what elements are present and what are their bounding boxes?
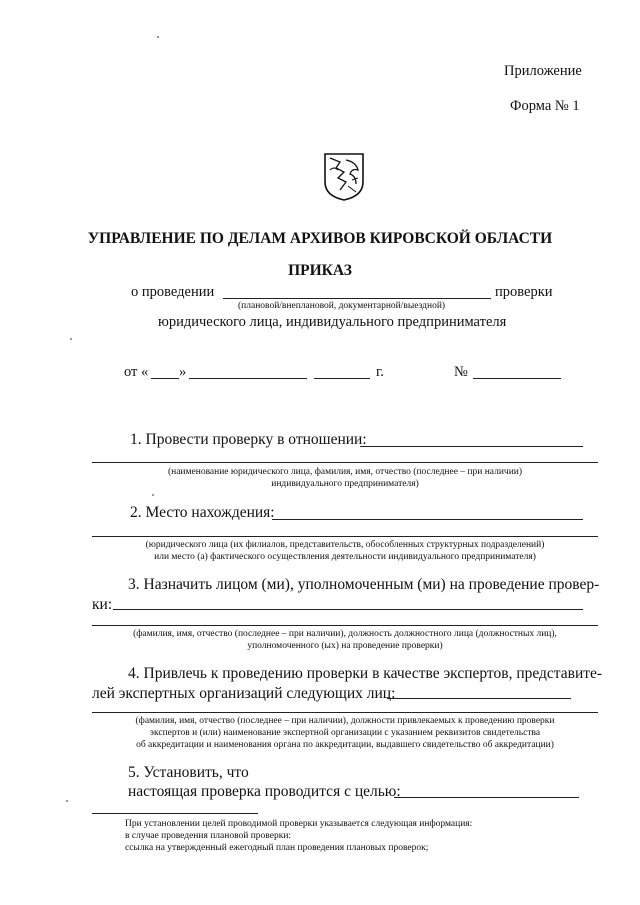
scan-speck <box>152 494 154 496</box>
item5-field[interactable] <box>394 797 579 798</box>
subject-line: юридического лица, индивидуального предпринимателя <box>158 314 507 330</box>
item4-hint-1: (фамилия, имя, отчество (последнее – при наличии), должности привлекаемых к проведению проверки <box>135 716 555 726</box>
footnote-line1: При установлении целей проводимой проверки указывается следующая информация: <box>125 819 473 829</box>
month-field[interactable] <box>189 378 307 379</box>
item4-hint-3: об аккредитации и наименования органа по аккредитации, выдавшего свидетельство об аккредитации) <box>136 740 554 750</box>
item3-line1: 3. Назначить лицом (ми), уполномоченным (ми) на проведение провер- <box>128 576 600 593</box>
conduct-prefix: о проведении <box>131 284 215 300</box>
coat-of-arms-icon <box>322 152 366 202</box>
order-number-field[interactable] <box>473 378 561 379</box>
date-from-prefix: от « <box>124 364 149 380</box>
item4-field-continued[interactable] <box>92 712 598 713</box>
item2-field-continued[interactable] <box>92 536 598 537</box>
item3-line2: ки: <box>92 596 113 613</box>
item1-label: 1. Провести проверку в отношении: <box>130 431 367 448</box>
item1-hint-1: (наименование юридического лица, фамилия, имя, отчество (последнее – при наличии) <box>167 467 523 477</box>
item1-field[interactable] <box>360 446 583 447</box>
item1-field-continued[interactable] <box>92 462 598 463</box>
item2-field[interactable] <box>272 519 583 520</box>
item5-line1: 5. Установить, что <box>128 764 249 781</box>
date-quote-close: » <box>179 364 187 380</box>
inspection-type-line[interactable] <box>223 298 491 299</box>
item4-line2: лей экспертных организаций следующих лиц: <box>92 685 396 702</box>
item5-line2: настоящая проверка проводится с целью: <box>128 783 401 800</box>
footnote-separator <box>92 813 258 814</box>
appendix-label: Приложение <box>504 63 582 79</box>
order-title: ПРИКАЗ <box>288 262 352 279</box>
scan-speck <box>157 36 159 38</box>
year-suffix: г. <box>376 364 384 380</box>
scan-speck <box>66 800 68 802</box>
item3-hint-1: (фамилия, имя, отчество (последнее – при наличии), должность должностного лица (должностных лиц), <box>133 629 557 639</box>
day-field[interactable] <box>151 378 179 379</box>
item2-label: 2. Место нахождения: <box>130 504 275 521</box>
number-sign: № <box>454 364 468 380</box>
item4-field[interactable] <box>387 698 571 699</box>
year-field[interactable] <box>314 378 370 379</box>
item2-hint-1: (юридического лица (их филиалов, представительств, обособленных структурных подразделений) <box>145 540 545 550</box>
form-number: Форма № 1 <box>510 98 580 114</box>
footnote-line2: в случае проведения плановой проверки: <box>125 831 292 841</box>
inspection-type-hint: (плановой/внеплановой, документарной/выездной) <box>238 301 446 311</box>
scan-speck <box>70 338 72 340</box>
item3-hint-2: уполномоченного (ых) на проведение проверки) <box>247 641 443 651</box>
item4-hint-2: экспертов и (или) наименование экспертной организации с указанием реквизитов свидетельства <box>149 728 541 738</box>
item3-field[interactable] <box>113 609 583 610</box>
item1-hint-2: индивидуального предпринимателя) <box>271 479 419 489</box>
conduct-suffix: проверки <box>495 284 553 300</box>
footnote-line3: ссылка на утвержденный ежегодный план проведения плановых проверок; <box>125 843 429 853</box>
item4-line1: 4. Привлечь к проведению проверки в качестве экспертов, представите- <box>128 665 603 682</box>
item2-hint-2: или место (а) фактического осуществления деятельности индивидуального предпринимателя) <box>154 552 536 562</box>
organization-title: УПРАВЛЕНИЕ ПО ДЕЛАМ АРХИВОВ КИРОВСКОЙ ОБЛАСТИ <box>87 230 553 247</box>
item3-field-continued[interactable] <box>92 625 598 626</box>
